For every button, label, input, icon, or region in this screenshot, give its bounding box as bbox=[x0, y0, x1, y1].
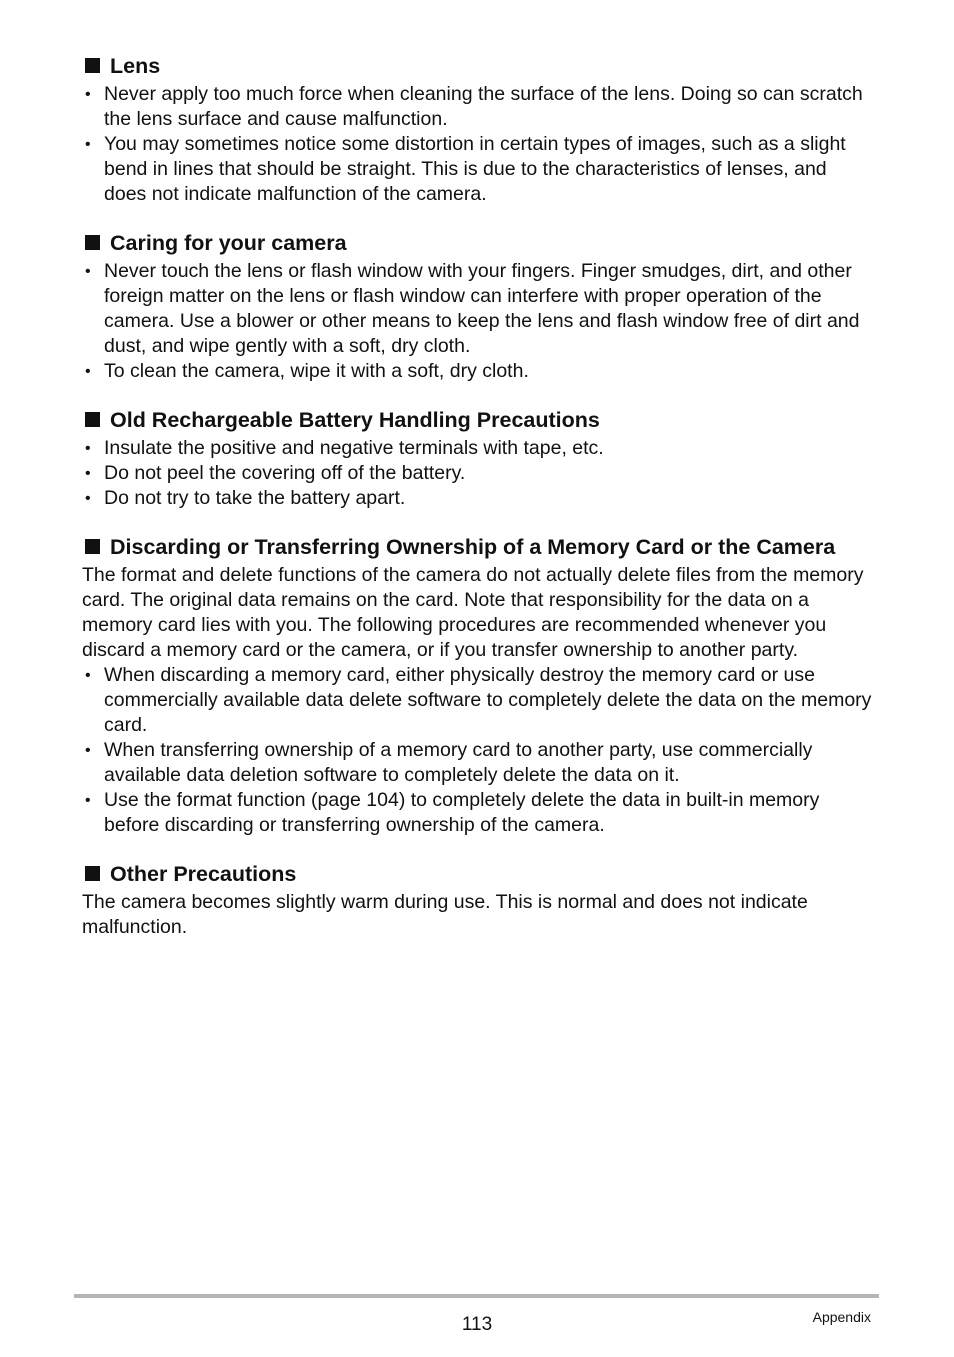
bullet-dot-icon: • bbox=[85, 490, 91, 507]
section-caring bbox=[82, 229, 872, 384]
section-other bbox=[82, 860, 872, 940]
footer-divider bbox=[74, 1294, 879, 1298]
bullet-dot-icon: • bbox=[85, 742, 91, 759]
section-title: Old Rechargeable Battery Handling Precautions bbox=[110, 408, 600, 432]
section-title: Caring for your camera bbox=[110, 231, 347, 255]
square-bullet-icon bbox=[85, 58, 100, 73]
section-lens bbox=[82, 52, 872, 207]
bullet-list bbox=[82, 82, 872, 207]
section-heading bbox=[82, 229, 872, 257]
section-heading bbox=[82, 860, 872, 888]
list-item: • Never touch the lens or flash window with your fingers. Finger smudges, dirt, and other foreign matter on the lens or flash window can interfere with proper operation of the camera. Use a blower or other means to keep the lens and flash window free of dirt and dust, and wipe gently with a soft, dry cloth. bbox=[85, 260, 860, 357]
footer-section-label: Appendix bbox=[812, 1309, 871, 1325]
square-bullet-icon bbox=[85, 412, 100, 427]
section-paragraph: The format and delete functions of the camera do not actually delete files from the memory card. The original data remains on the card. Note that responsibility for the data on a memory card lies with you. The following procedures are recommended whenever you discard a memory card or the camera, or if you transfer ownership to another party. bbox=[82, 564, 864, 661]
square-bullet-icon bbox=[85, 235, 100, 250]
list-item: • To clean the camera, wipe it with a soft, dry cloth. bbox=[85, 360, 529, 382]
section-battery bbox=[82, 406, 872, 511]
bullet-list bbox=[82, 436, 872, 511]
bullet-dot-icon: • bbox=[85, 440, 91, 457]
bullet-dot-icon: • bbox=[85, 136, 91, 153]
section-title: Discarding or Transferring Ownership of a Memory Card or the Camera bbox=[110, 535, 836, 559]
bullet-dot-icon: • bbox=[85, 363, 91, 380]
bullet-list bbox=[82, 259, 872, 384]
bullet-dot-icon: • bbox=[85, 263, 91, 280]
page-content bbox=[82, 52, 872, 962]
section-paragraph: The camera becomes slightly warm during use. This is normal and does not indicate malfunction. bbox=[82, 891, 808, 938]
section-title: Lens bbox=[110, 54, 161, 78]
list-item: • You may sometimes notice some distortion in certain types of images, such as a slight bend in lines that should be straight. This is due to the characteristics of lenses, and does not indicate malfunction of the camera. bbox=[85, 133, 846, 205]
list-item: • Never apply too much force when cleaning the surface of the lens. Doing so can scratch the lens surface and cause malfunction. bbox=[85, 83, 863, 130]
bullet-dot-icon: • bbox=[85, 86, 91, 103]
list-item: • When transferring ownership of a memory card to another party, use commercially available data deletion software to completely delete the data on it. bbox=[85, 739, 813, 786]
square-bullet-icon bbox=[85, 539, 100, 554]
section-title: Other Precautions bbox=[110, 862, 297, 886]
section-discarding bbox=[82, 533, 872, 838]
bullet-list bbox=[82, 663, 872, 838]
list-item: • Do not peel the covering off of the battery. bbox=[85, 462, 466, 484]
square-bullet-icon bbox=[85, 866, 100, 881]
list-item: • Use the format function (page 104) to completely delete the data in built-in memory before discarding or transferring ownership of the camera. bbox=[85, 789, 820, 836]
section-heading bbox=[82, 406, 872, 434]
bullet-dot-icon: • bbox=[85, 792, 91, 809]
section-heading bbox=[82, 533, 872, 561]
list-item: • Do not try to take the battery apart. bbox=[85, 487, 406, 509]
list-item: • Insulate the positive and negative terminals with tape, etc. bbox=[85, 437, 604, 459]
bullet-dot-icon: • bbox=[85, 667, 91, 684]
section-heading bbox=[82, 52, 872, 80]
bullet-dot-icon: • bbox=[85, 465, 91, 482]
page-number: 113 bbox=[461, 1314, 493, 1335]
list-item: • When discarding a memory card, either physically destroy the memory card or use commercially available data delete software to completely delete the data on the memory card. bbox=[85, 664, 872, 736]
